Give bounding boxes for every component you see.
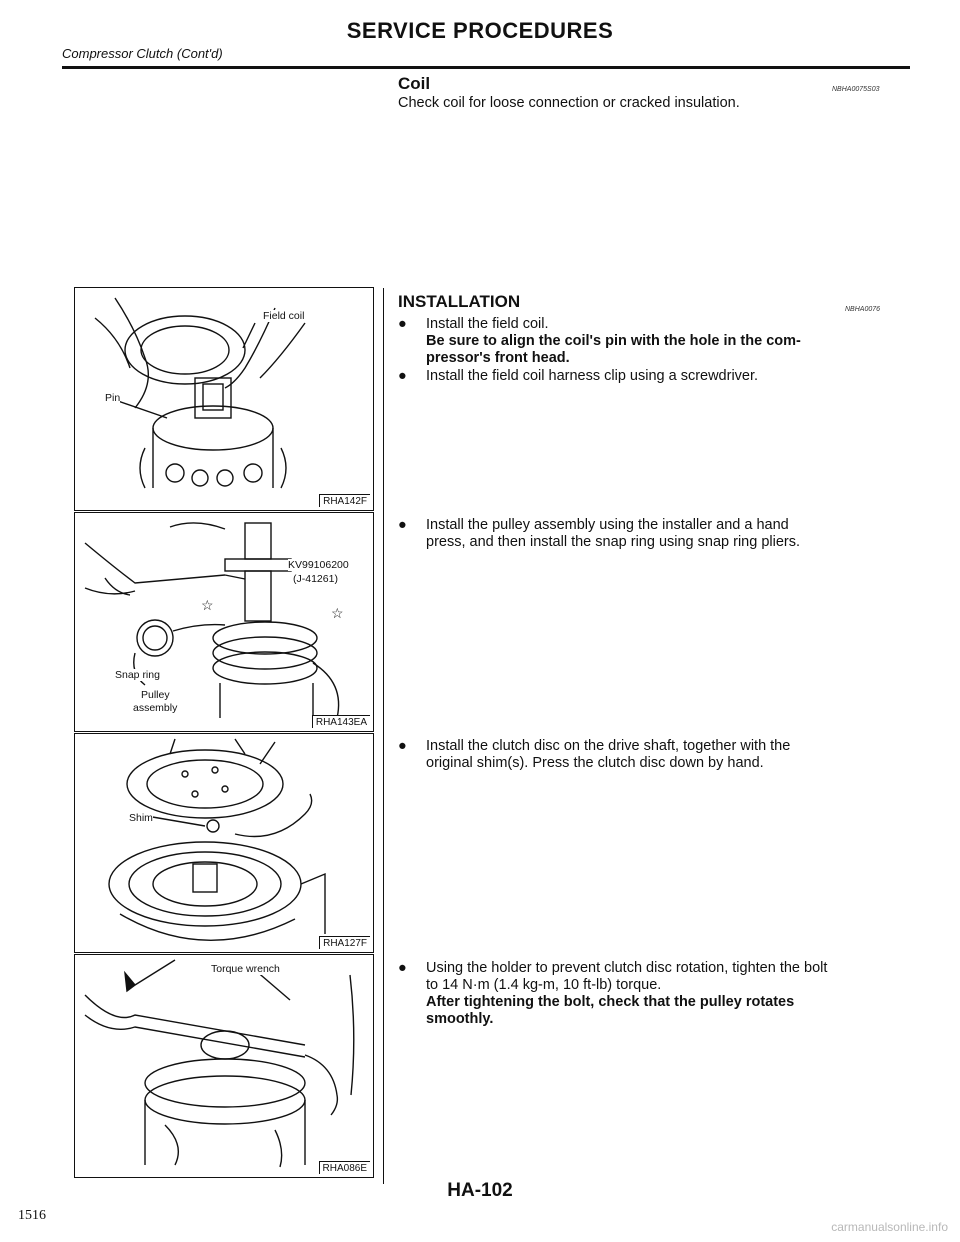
coil-code: NBHA0075S03 [832, 86, 880, 93]
page-number: 1516 [18, 1208, 46, 1223]
page-title: SERVICE PROCEDURES [346, 18, 614, 43]
bullet: ● [398, 517, 407, 533]
label-pulley: Pulley [141, 689, 170, 701]
watermark: carmanualsonline.info [831, 1220, 948, 1234]
torque-wrench-illustration [75, 955, 373, 1177]
figure-pulley-install [74, 512, 374, 732]
step-caution: Be sure to align the coil's pin with the hole in the com- [426, 333, 801, 349]
figure-torque-wrench [74, 954, 374, 1178]
figure-code: RHA143EA [312, 715, 370, 728]
label-snap-ring: Snap ring [115, 669, 160, 681]
label-assembly: assembly [133, 702, 178, 714]
figure-field-coil [74, 287, 374, 511]
bullet: ● [398, 316, 407, 332]
column-divider [383, 288, 384, 1184]
figure-code: RHA086E [319, 1161, 370, 1174]
pulley-install-illustration [75, 513, 373, 731]
label-field-coil: Field coil [263, 310, 305, 322]
bullet: ● [398, 368, 407, 384]
clutch-disc-illustration [75, 734, 373, 952]
bullet: ● [398, 738, 407, 754]
figure-code: RHA142F [319, 494, 370, 507]
step-install-clutch-disc [398, 738, 898, 772]
star-icon: ☆ [201, 597, 214, 613]
step-text: Using the holder to prevent clutch disc rotation, tighten the bolt [426, 960, 828, 976]
step-text: Install the field coil. [426, 316, 549, 332]
step-caution: pressor's front head. [426, 350, 570, 366]
step-install-pulley [398, 517, 898, 551]
step-text: Install the field coil harness clip using a screwdriver. [426, 368, 759, 384]
step-install-field-coil [398, 316, 898, 367]
step-tighten-bolt [398, 960, 898, 1028]
step-text: original shim(s). Press the clutch disc down by hand. [426, 755, 764, 771]
figure-clutch-disc [74, 733, 374, 953]
header-rule [62, 66, 910, 69]
label-shim: Shim [129, 812, 153, 824]
figure-code: RHA127F [319, 936, 370, 949]
installation-heading: INSTALLATION [398, 292, 521, 311]
coil-heading: Coil [398, 74, 431, 93]
step-text: press, and then install the snap ring using snap ring pliers. [426, 534, 800, 550]
section-subtitle: Compressor Clutch (Cont'd) [62, 46, 223, 61]
step-text: Install the pulley assembly using the installer and a hand [426, 517, 789, 533]
label-pin: Pin [105, 392, 121, 404]
step-install-harness-clip [398, 368, 898, 385]
step-caution: smoothly. [426, 1011, 494, 1027]
installation-code: NBHA0076 [845, 306, 881, 313]
star-icon: ☆ [331, 605, 344, 621]
coil-text: Check coil for loose connection or cracked insulation. [398, 95, 740, 111]
step-text: Install the clutch disc on the drive shaft, together with the [426, 738, 791, 754]
bullet: ● [398, 960, 407, 976]
label-tool-alt-number: (J-41261) [293, 573, 338, 585]
step-text: to 14 N·m (1.4 kg-m, 10 ft-lb) torque. [426, 977, 662, 993]
step-caution: After tightening the bolt, check that the pulley rotates [426, 994, 795, 1010]
label-tool-number: KV99106200 [288, 559, 349, 571]
label-torque-wrench: Torque wrench [211, 963, 280, 975]
page-label: HA-102 [447, 1180, 513, 1201]
